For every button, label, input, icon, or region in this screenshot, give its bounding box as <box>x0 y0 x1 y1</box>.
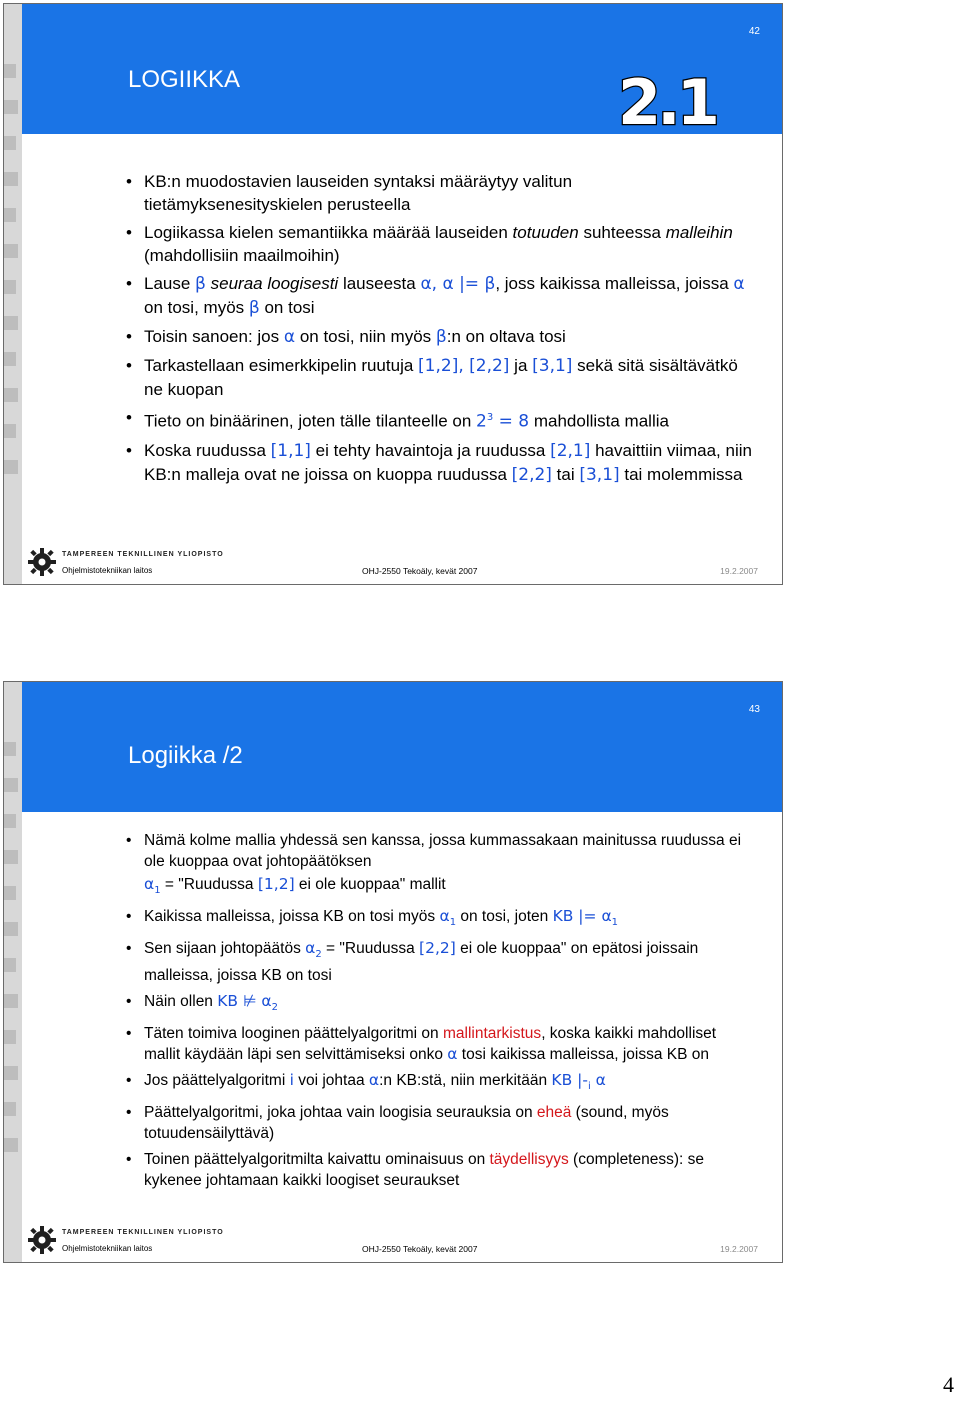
list-item: • KB:n muodostavien lauseiden syntaksi määräytyy valitun tietämyksenesityskielen perusteella <box>126 172 573 214</box>
list-item: • Näin ollen KB ⊭ $\alpha_2$ <box>126 992 278 1014</box>
list-item: • Tarkastellaan esimerkkipelin ruutuja [1,2], [2,2] ja [3,1] sekä sitä sisältävätkö ne kuopan <box>126 356 738 399</box>
list-item: • Nämä kolme mallia yhdessä sen kanssa, jossa kummassakaan mainitussa ruudussa ei ole kuoppaa ovat johtopäätöksen <box>126 832 742 870</box>
gear-decoration <box>4 682 22 1262</box>
slide-title: LOGIIKKA <box>128 66 241 93</box>
slide-footer <box>22 1220 782 1262</box>
university-logo-icon <box>28 548 56 576</box>
section-badge <box>618 66 716 139</box>
slide-date: 19.2.2007 <box>720 566 758 576</box>
list-item: • Jos päättelyalgoritmi i voi johtaa α:n KB:stä, niin merkitään KB $|-_i$ α <box>126 1071 606 1093</box>
list-item: • Täten toimiva looginen päättelyalgoritmi on mallintarkistus, koska kaikki mahdolliset mallit käydään läpi sen selvittämiseksi onko α tosi kaikissa malleissa, joissa KB on <box>126 1025 717 1064</box>
list-item: • Toisin sanoen: jos α on tosi, niin myös β:n on oltava tosi <box>126 327 566 347</box>
slide-date: 19.2.2007 <box>720 1244 758 1254</box>
slide-43 <box>3 681 783 1263</box>
department: Ohjelmistotekniikan laitos <box>62 1244 153 1253</box>
list-item: • Logiikassa kielen semantiikka määrää lauseiden totuuden suhteessa malleihin (mahdollisiin maailmoihin) <box>126 223 733 265</box>
slide-title: Logiikka /2 <box>128 742 243 769</box>
list-item: • Toinen päättelyalgoritmilta kaivattu ominaisuus on täydellisyys (completeness): se kykenee johtamaan kaikki loogiset seuraukset <box>126 1151 704 1190</box>
page-number: 4 <box>943 1372 954 1397</box>
list-item: • Sen sijaan johtopäätös $\alpha_2$ = "Ruudussa [2,2] ei ole kuoppaa" on epätosi joissain malleissa, joissa KB on tosi <box>126 939 699 985</box>
university-logo-icon <box>28 1226 56 1254</box>
university-name: TAMPEREEN TEKNILLINEN YLIOPISTO <box>62 1229 224 1236</box>
list-item: • Päättelyalgoritmi, joka johtaa vain loogisia seurauksia on eheä (sound, myös totuudensäilyttävä) <box>126 1104 669 1143</box>
title-bar <box>22 4 782 139</box>
slide-42 <box>3 3 783 585</box>
gear-decoration <box>4 4 22 584</box>
title-bar <box>22 682 782 812</box>
list-item: • Kaikissa malleissa, joissa KB on tosi myös $\alpha_1$ on tosi, joten KB |= $\alpha_1$ <box>126 907 619 929</box>
course-name: OHJ-2550 Tekoäly, kevät 2007 <box>362 1244 478 1254</box>
slide-number: 42 <box>748 26 760 37</box>
list-item-continuation: $\alpha_1$ = "Ruudussa [1,2] ei ole kuoppaa" mallit <box>144 875 446 897</box>
course-name: OHJ-2550 Tekoäly, kevät 2007 <box>362 566 478 576</box>
department: Ohjelmistotekniikan laitos <box>62 566 153 575</box>
bullet-list <box>124 170 752 492</box>
university-name: TAMPEREEN TEKNILLINEN YLIOPISTO <box>62 551 224 558</box>
slide-footer <box>22 542 782 584</box>
list-item: • Lause β seuraa loogisesti lauseesta α, α |= β, joss kaikissa malleissa, joissa α on tosi, myös β on tosi <box>126 274 745 318</box>
svg-text:2.1: 2.1 <box>618 66 716 139</box>
bullet-list <box>124 830 752 1196</box>
list-item: • Koska ruudussa [1,1] ei tehty havaintoja ja ruudussa [2,1] havaittiin viimaa, niin KB:n malleja ovat ne joissa on kuoppa ruudussa [2,2] tai [3,1] tai molemmissa <box>126 440 752 485</box>
list-item: • Tieto on binäärinen, joten tälle tilanteelle on $2^3 = 8$ mahdollista mallia <box>126 408 669 432</box>
slide-number: 43 <box>748 704 760 715</box>
